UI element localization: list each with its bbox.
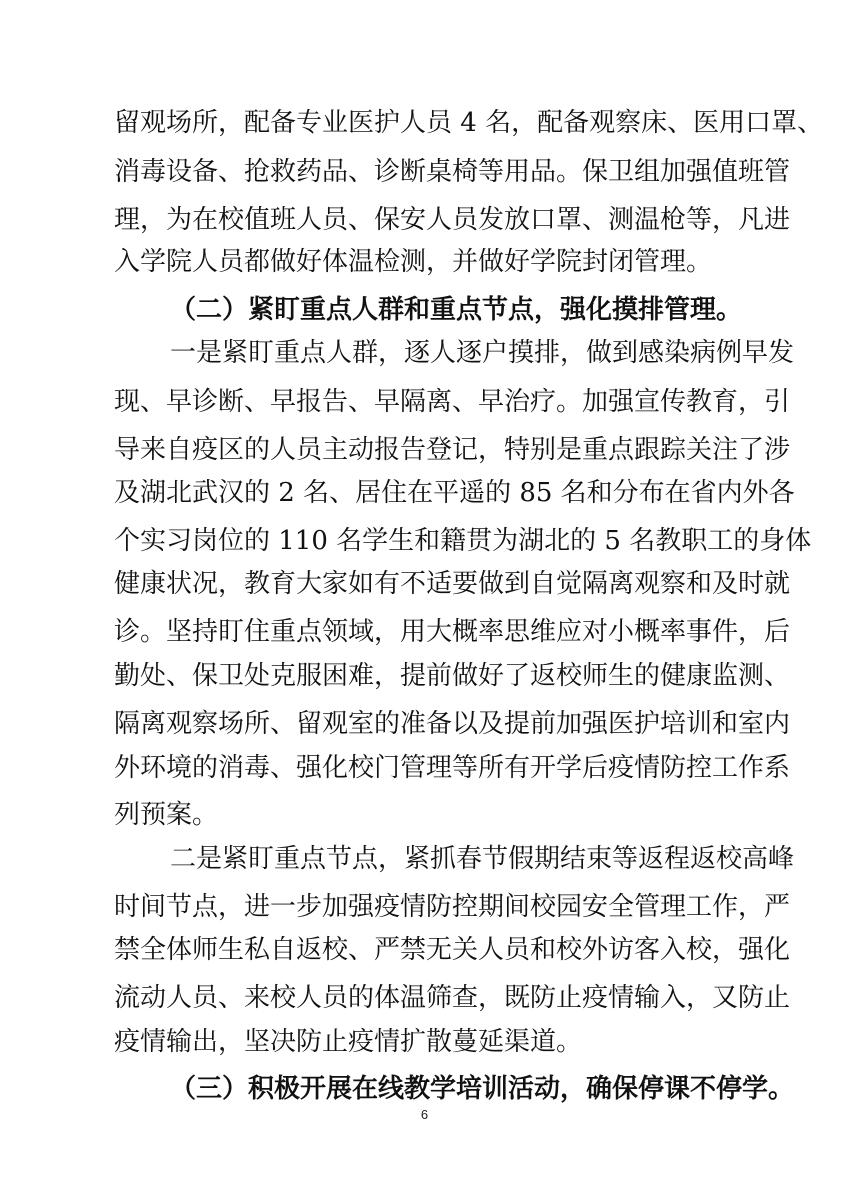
paragraph-line: 现、早诊断、早报告、早隔离、早治疗。加强宣传教育，引 (114, 387, 791, 417)
paragraph-line: 禁全体师生私自返校、严禁无关人员和校外访客入校，强化 (114, 935, 791, 965)
paragraph-line: 诊。坚持盯住重点领域，用大概率思维应对小概率事件，后 (114, 617, 791, 647)
paragraph-line: 时间节点，进一步加强疫情防控期间校园安全管理工作，严 (114, 892, 791, 922)
paragraph-line: 理，为在校值班人员、保安人员发放口罩、测温枪等，凡进 (114, 205, 791, 235)
paragraph-line: 列预案。 (114, 800, 219, 830)
paragraph-line: 健康状况，教育大家如有不适要做到自觉隔离观察和及时就 (114, 569, 791, 599)
paragraph-line: 及湖北武汉的 2 名、居住在平遥的 85 名和分布在省内外各 (114, 478, 795, 508)
paragraph-line: 一是紧盯重点人群，逐人逐户摸排，做到感染病例早发 (170, 338, 795, 368)
section-heading: （二）紧盯重点人群和重点节点，强化摸排管理。 (170, 295, 743, 325)
paragraph-line: 消毒设备、抢救药品、诊断桌椅等用品。保卫组加强值班管 (114, 157, 791, 187)
paragraph-line: 外环境的消毒、强化校门管理等所有开学后疫情防控工作系 (114, 753, 791, 783)
section-heading: （三）积极开展在线教学培训活动，确保停课不停学。 (170, 1074, 795, 1104)
page-number: 6 (420, 1107, 429, 1122)
paragraph-line: 勤处、保卫处克服困难，提前做好了返校师生的健康监测、 (114, 661, 791, 691)
paragraph-line: 疫情输出，坚决防止疫情扩散蔓延渠道。 (114, 1027, 583, 1057)
paragraph-line: 隔离观察场所、留观室的准备以及提前加强医护培训和室内 (114, 709, 791, 739)
paragraph-line: 导来自疫区的人员主动报告登记，特别是重点跟踪关注了涉 (114, 435, 791, 465)
paragraph-line: 二是紧盯重点节点，紧抓春节假期结束等返程返校高峰 (170, 844, 795, 874)
paragraph-line: 入学院人员都做好体温检测，并做好学院封闭管理。 (114, 247, 713, 277)
paragraph-line: 留观场所，配备专业医护人员 4 名，配备观察床、医用口罩、 (114, 108, 824, 138)
paragraph-line: 个实习岗位的 110 名学生和籍贯为湖北的 5 名教职工的身体 (114, 526, 812, 556)
paragraph-line: 流动人员、来校人员的体温筛查，既防止疫情输入，又防止 (114, 983, 791, 1013)
